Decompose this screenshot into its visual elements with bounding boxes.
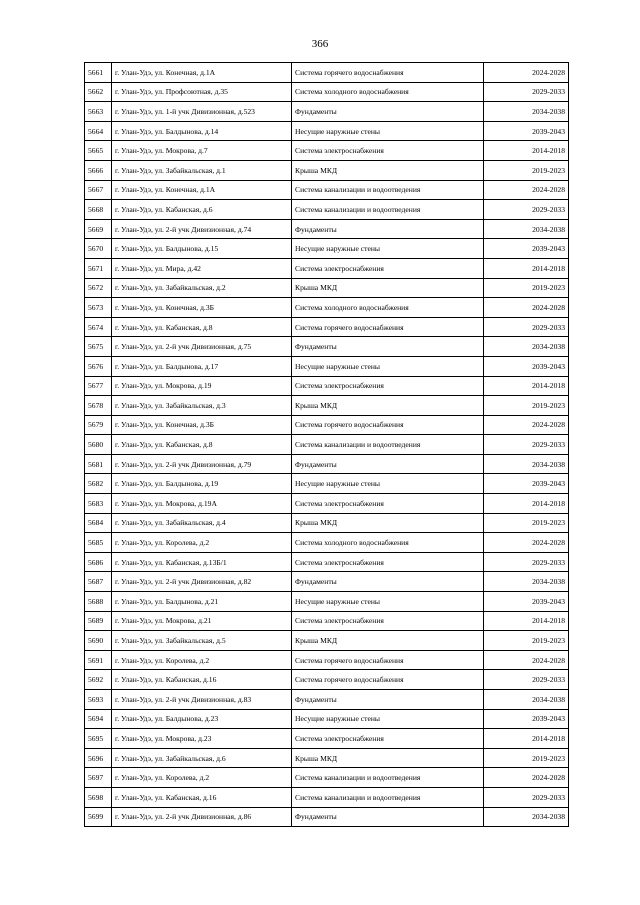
period-cell: 2034-2038 bbox=[484, 337, 569, 357]
row-number-cell: 5669 bbox=[85, 219, 112, 239]
row-number-cell: 5689 bbox=[85, 611, 112, 631]
period-cell: 2019-2023 bbox=[484, 631, 569, 651]
row-number-cell: 5662 bbox=[85, 82, 112, 102]
system-cell: Фундаменты bbox=[292, 572, 484, 592]
table-row bbox=[85, 670, 569, 690]
table-row bbox=[85, 278, 569, 298]
period-cell: 2034-2038 bbox=[484, 807, 569, 827]
row-number-cell: 5667 bbox=[85, 180, 112, 200]
table-row bbox=[85, 82, 569, 102]
period-cell: 2024-2028 bbox=[484, 415, 569, 435]
address-cell: г. Улан-Удэ, ул. Забайкальская, д.5 bbox=[112, 631, 292, 651]
period-cell: 2024-2028 bbox=[484, 180, 569, 200]
table-row bbox=[85, 748, 569, 768]
period-cell: 2039-2043 bbox=[484, 239, 569, 259]
period-cell: 2029-2033 bbox=[484, 670, 569, 690]
period-cell: 2039-2043 bbox=[484, 592, 569, 612]
address-cell: г. Улан-Удэ, ул. Кабанская, д.16 bbox=[112, 787, 292, 807]
system-cell: Система электроснабжения bbox=[292, 729, 484, 749]
period-cell: 2024-2028 bbox=[484, 768, 569, 788]
address-cell: г. Улан-Удэ, ул. Конечная, д.1А bbox=[112, 63, 292, 83]
period-cell: 2029-2033 bbox=[484, 82, 569, 102]
table-row bbox=[85, 102, 569, 122]
table-row bbox=[85, 141, 569, 161]
system-cell: Фундаменты bbox=[292, 219, 484, 239]
address-cell: г. Улан-Удэ, ул. Забайкальская, д.6 bbox=[112, 748, 292, 768]
system-cell: Фундаменты bbox=[292, 337, 484, 357]
system-cell: Несущие наружные стены bbox=[292, 121, 484, 141]
system-cell: Несущие наружные стены bbox=[292, 709, 484, 729]
system-cell: Система электроснабжения bbox=[292, 552, 484, 572]
system-cell: Система горячего водоснабжения bbox=[292, 415, 484, 435]
address-cell: г. Улан-Удэ, ул. Кабанская, д.8 bbox=[112, 435, 292, 455]
row-number-cell: 5661 bbox=[85, 63, 112, 83]
system-cell: Несущие наружные стены bbox=[292, 356, 484, 376]
row-number-cell: 5690 bbox=[85, 631, 112, 651]
system-cell: Крыша МКД bbox=[292, 631, 484, 651]
system-cell: Система холодного водоснабжения bbox=[292, 298, 484, 318]
row-number-cell: 5686 bbox=[85, 552, 112, 572]
system-cell: Система горячего водоснабжения bbox=[292, 317, 484, 337]
period-cell: 2029-2033 bbox=[484, 200, 569, 220]
row-number-cell: 5679 bbox=[85, 415, 112, 435]
address-cell: г. Улан-Удэ, ул. Забайкальская, д.4 bbox=[112, 513, 292, 533]
period-cell: 2019-2023 bbox=[484, 396, 569, 416]
system-cell: Система канализации и водоотведения bbox=[292, 787, 484, 807]
period-cell: 2029-2033 bbox=[484, 317, 569, 337]
period-cell: 2024-2028 bbox=[484, 298, 569, 318]
row-number-cell: 5697 bbox=[85, 768, 112, 788]
period-cell: 2014-2018 bbox=[484, 258, 569, 278]
system-cell: Система канализации и водоотведения bbox=[292, 435, 484, 455]
row-number-cell: 5685 bbox=[85, 533, 112, 553]
address-cell: г. Улан-Удэ, ул. Балдынова, д.15 bbox=[112, 239, 292, 259]
row-number-cell: 5670 bbox=[85, 239, 112, 259]
address-cell: г. Улан-Удэ, ул. 2-й учк Дивизионная, д.75 bbox=[112, 337, 292, 357]
table-row bbox=[85, 592, 569, 612]
table-row bbox=[85, 298, 569, 318]
period-cell: 2039-2043 bbox=[484, 356, 569, 376]
system-cell: Система канализации и водоотведения bbox=[292, 180, 484, 200]
period-cell: 2034-2038 bbox=[484, 219, 569, 239]
row-number-cell: 5694 bbox=[85, 709, 112, 729]
address-cell: г. Улан-Удэ, ул. Балдынова, д.14 bbox=[112, 121, 292, 141]
period-cell: 2019-2023 bbox=[484, 513, 569, 533]
system-cell: Система электроснабжения bbox=[292, 141, 484, 161]
row-number-cell: 5695 bbox=[85, 729, 112, 749]
period-cell: 2014-2018 bbox=[484, 494, 569, 514]
period-cell: 2039-2043 bbox=[484, 121, 569, 141]
row-number-cell: 5673 bbox=[85, 298, 112, 318]
system-cell: Несущие наружные стены bbox=[292, 239, 484, 259]
period-cell: 2019-2023 bbox=[484, 278, 569, 298]
address-cell: г. Улан-Удэ, ул. Королева, д.2 bbox=[112, 650, 292, 670]
row-number-cell: 5676 bbox=[85, 356, 112, 376]
period-cell: 2014-2018 bbox=[484, 141, 569, 161]
address-cell: г. Улан-Удэ, ул. 2-й учк Дивизионная, д.86 bbox=[112, 807, 292, 827]
system-cell: Крыша МКД bbox=[292, 160, 484, 180]
table-row bbox=[85, 200, 569, 220]
period-cell: 2029-2033 bbox=[484, 435, 569, 455]
address-cell: г. Улан-Удэ, ул. 2-й учк Дивизионная, д.82 bbox=[112, 572, 292, 592]
address-cell: г. Улан-Удэ, ул. Профсоютная, д.35 bbox=[112, 82, 292, 102]
system-cell: Система холодного водоснабжения bbox=[292, 82, 484, 102]
table-row bbox=[85, 356, 569, 376]
system-cell: Система электроснабжения bbox=[292, 376, 484, 396]
table-row bbox=[85, 63, 569, 83]
table-row bbox=[85, 376, 569, 396]
system-cell: Система горячего водоснабжения bbox=[292, 63, 484, 83]
address-cell: г. Улан-Удэ, ул. Забайкальская, д.3 bbox=[112, 396, 292, 416]
period-cell: 2034-2038 bbox=[484, 572, 569, 592]
row-number-cell: 5680 bbox=[85, 435, 112, 455]
row-number-cell: 5687 bbox=[85, 572, 112, 592]
period-cell: 2019-2023 bbox=[484, 160, 569, 180]
period-cell: 2019-2023 bbox=[484, 748, 569, 768]
row-number-cell: 5683 bbox=[85, 494, 112, 514]
address-cell: г. Улан-Удэ, ул. Балдынова, д.17 bbox=[112, 356, 292, 376]
table-row bbox=[85, 729, 569, 749]
row-number-cell: 5699 bbox=[85, 807, 112, 827]
period-cell: 2024-2028 bbox=[484, 533, 569, 553]
row-number-cell: 5693 bbox=[85, 690, 112, 710]
table-row bbox=[85, 807, 569, 827]
system-cell: Фундаменты bbox=[292, 807, 484, 827]
address-cell: г. Улан-Удэ, ул. 2-й учк Дивизионная, д.83 bbox=[112, 690, 292, 710]
address-cell: г. Улан-Удэ, ул. Забайкальская, д.2 bbox=[112, 278, 292, 298]
system-cell: Фундаменты bbox=[292, 102, 484, 122]
period-cell: 2014-2018 bbox=[484, 729, 569, 749]
row-number-cell: 5671 bbox=[85, 258, 112, 278]
period-cell: 2039-2043 bbox=[484, 709, 569, 729]
period-cell: 2024-2028 bbox=[484, 650, 569, 670]
table-row bbox=[85, 572, 569, 592]
table-row bbox=[85, 258, 569, 278]
address-cell: г. Улан-Удэ, ул. Конечная, д.3Б bbox=[112, 298, 292, 318]
registry-table-body bbox=[85, 63, 569, 827]
table-row bbox=[85, 474, 569, 494]
address-cell: г. Улан-Удэ, ул. 1-й учк Дивизионная, д.523 bbox=[112, 102, 292, 122]
table-row bbox=[85, 513, 569, 533]
address-cell: г. Улан-Удэ, ул. Конечная, д.3Б bbox=[112, 415, 292, 435]
system-cell: Система горячего водоснабжения bbox=[292, 670, 484, 690]
table-row bbox=[85, 690, 569, 710]
system-cell: Крыша МКД bbox=[292, 748, 484, 768]
system-cell: Крыша МКД bbox=[292, 278, 484, 298]
period-cell: 2034-2038 bbox=[484, 454, 569, 474]
row-number-cell: 5688 bbox=[85, 592, 112, 612]
table-row bbox=[85, 454, 569, 474]
table-row bbox=[85, 317, 569, 337]
table-row bbox=[85, 121, 569, 141]
row-number-cell: 5672 bbox=[85, 278, 112, 298]
row-number-cell: 5698 bbox=[85, 787, 112, 807]
address-cell: г. Улан-Удэ, ул. Кабанская, д.6 bbox=[112, 200, 292, 220]
table-row bbox=[85, 611, 569, 631]
table-row bbox=[85, 631, 569, 651]
period-cell: 2014-2018 bbox=[484, 376, 569, 396]
registry-table bbox=[84, 62, 569, 827]
row-number-cell: 5674 bbox=[85, 317, 112, 337]
period-cell: 2029-2033 bbox=[484, 787, 569, 807]
row-number-cell: 5665 bbox=[85, 141, 112, 161]
row-number-cell: 5682 bbox=[85, 474, 112, 494]
row-number-cell: 5692 bbox=[85, 670, 112, 690]
address-cell: г. Улан-Удэ, ул. 2-й учк Дивизионная, д.79 bbox=[112, 454, 292, 474]
table-row bbox=[85, 787, 569, 807]
system-cell: Система электроснабжения bbox=[292, 611, 484, 631]
system-cell: Фундаменты bbox=[292, 454, 484, 474]
system-cell: Крыша МКД bbox=[292, 396, 484, 416]
system-cell: Крыша МКД bbox=[292, 513, 484, 533]
table-row bbox=[85, 435, 569, 455]
row-number-cell: 5666 bbox=[85, 160, 112, 180]
address-cell: г. Улан-Удэ, ул. Кабанская, д.8 bbox=[112, 317, 292, 337]
address-cell: г. Улан-Удэ, ул. Мокрова, д.19 bbox=[112, 376, 292, 396]
system-cell: Несущие наружные стены bbox=[292, 592, 484, 612]
period-cell: 2034-2038 bbox=[484, 102, 569, 122]
row-number-cell: 5696 bbox=[85, 748, 112, 768]
address-cell: г. Улан-Удэ, ул. 2-й учк Дивизионная, д.74 bbox=[112, 219, 292, 239]
row-number-cell: 5691 bbox=[85, 650, 112, 670]
system-cell: Система электроснабжения bbox=[292, 494, 484, 514]
table-row bbox=[85, 160, 569, 180]
table-row bbox=[85, 180, 569, 200]
system-cell: Система электроснабжения bbox=[292, 258, 484, 278]
table-row bbox=[85, 552, 569, 572]
period-cell: 2039-2043 bbox=[484, 474, 569, 494]
table-row bbox=[85, 709, 569, 729]
row-number-cell: 5678 bbox=[85, 396, 112, 416]
table-row bbox=[85, 533, 569, 553]
address-cell: г. Улан-Удэ, ул. Мокрова, д.7 bbox=[112, 141, 292, 161]
address-cell: г. Улан-Удэ, ул. Балдынова, д.19 bbox=[112, 474, 292, 494]
address-cell: г. Улан-Удэ, ул. Мира, д.42 bbox=[112, 258, 292, 278]
address-cell: г. Улан-Удэ, ул. Кабанская, д.13Б/1 bbox=[112, 552, 292, 572]
system-cell: Система канализации и водоотведения bbox=[292, 768, 484, 788]
table-row bbox=[85, 415, 569, 435]
page-number: 366 bbox=[311, 38, 329, 50]
row-number-cell: 5677 bbox=[85, 376, 112, 396]
address-cell: г. Улан-Удэ, ул. Конечная, д.1А bbox=[112, 180, 292, 200]
table-row bbox=[85, 650, 569, 670]
system-cell: Фундаменты bbox=[292, 690, 484, 710]
address-cell: г. Улан-Удэ, ул. Мокрова, д.19А bbox=[112, 494, 292, 514]
address-cell: г. Улан-Удэ, ул. Балдынова, д.23 bbox=[112, 709, 292, 729]
row-number-cell: 5663 bbox=[85, 102, 112, 122]
table-row bbox=[85, 337, 569, 357]
period-cell: 2024-2028 bbox=[484, 63, 569, 83]
address-cell: г. Улан-Удэ, ул. Кабанская, д.16 bbox=[112, 670, 292, 690]
address-cell: г. Улан-Удэ, ул. Балдынова, д.21 bbox=[112, 592, 292, 612]
address-cell: г. Улан-Удэ, ул. Мокрова, д.23 bbox=[112, 729, 292, 749]
address-cell: г. Улан-Удэ, ул. Королева, д.2 bbox=[112, 768, 292, 788]
system-cell: Система канализации и водоотведения bbox=[292, 200, 484, 220]
table-row bbox=[85, 494, 569, 514]
address-cell: г. Улан-Удэ, ул. Королева, д.2 bbox=[112, 533, 292, 553]
table-row bbox=[85, 768, 569, 788]
table-row bbox=[85, 219, 569, 239]
row-number-cell: 5664 bbox=[85, 121, 112, 141]
table-row bbox=[85, 239, 569, 259]
period-cell: 2014-2018 bbox=[484, 611, 569, 631]
table-row bbox=[85, 396, 569, 416]
row-number-cell: 5668 bbox=[85, 200, 112, 220]
row-number-cell: 5681 bbox=[85, 454, 112, 474]
system-cell: Система холодного водоснабжения bbox=[292, 533, 484, 553]
row-number-cell: 5675 bbox=[85, 337, 112, 357]
system-cell: Система горячего водоснабжения bbox=[292, 650, 484, 670]
row-number-cell: 5684 bbox=[85, 513, 112, 533]
period-cell: 2029-2033 bbox=[484, 552, 569, 572]
system-cell: Несущие наружные стены bbox=[292, 474, 484, 494]
address-cell: г. Улан-Удэ, ул. Мокрова, д.21 bbox=[112, 611, 292, 631]
address-cell: г. Улан-Удэ, ул. Забайкальская, д.1 bbox=[112, 160, 292, 180]
period-cell: 2034-2038 bbox=[484, 690, 569, 710]
